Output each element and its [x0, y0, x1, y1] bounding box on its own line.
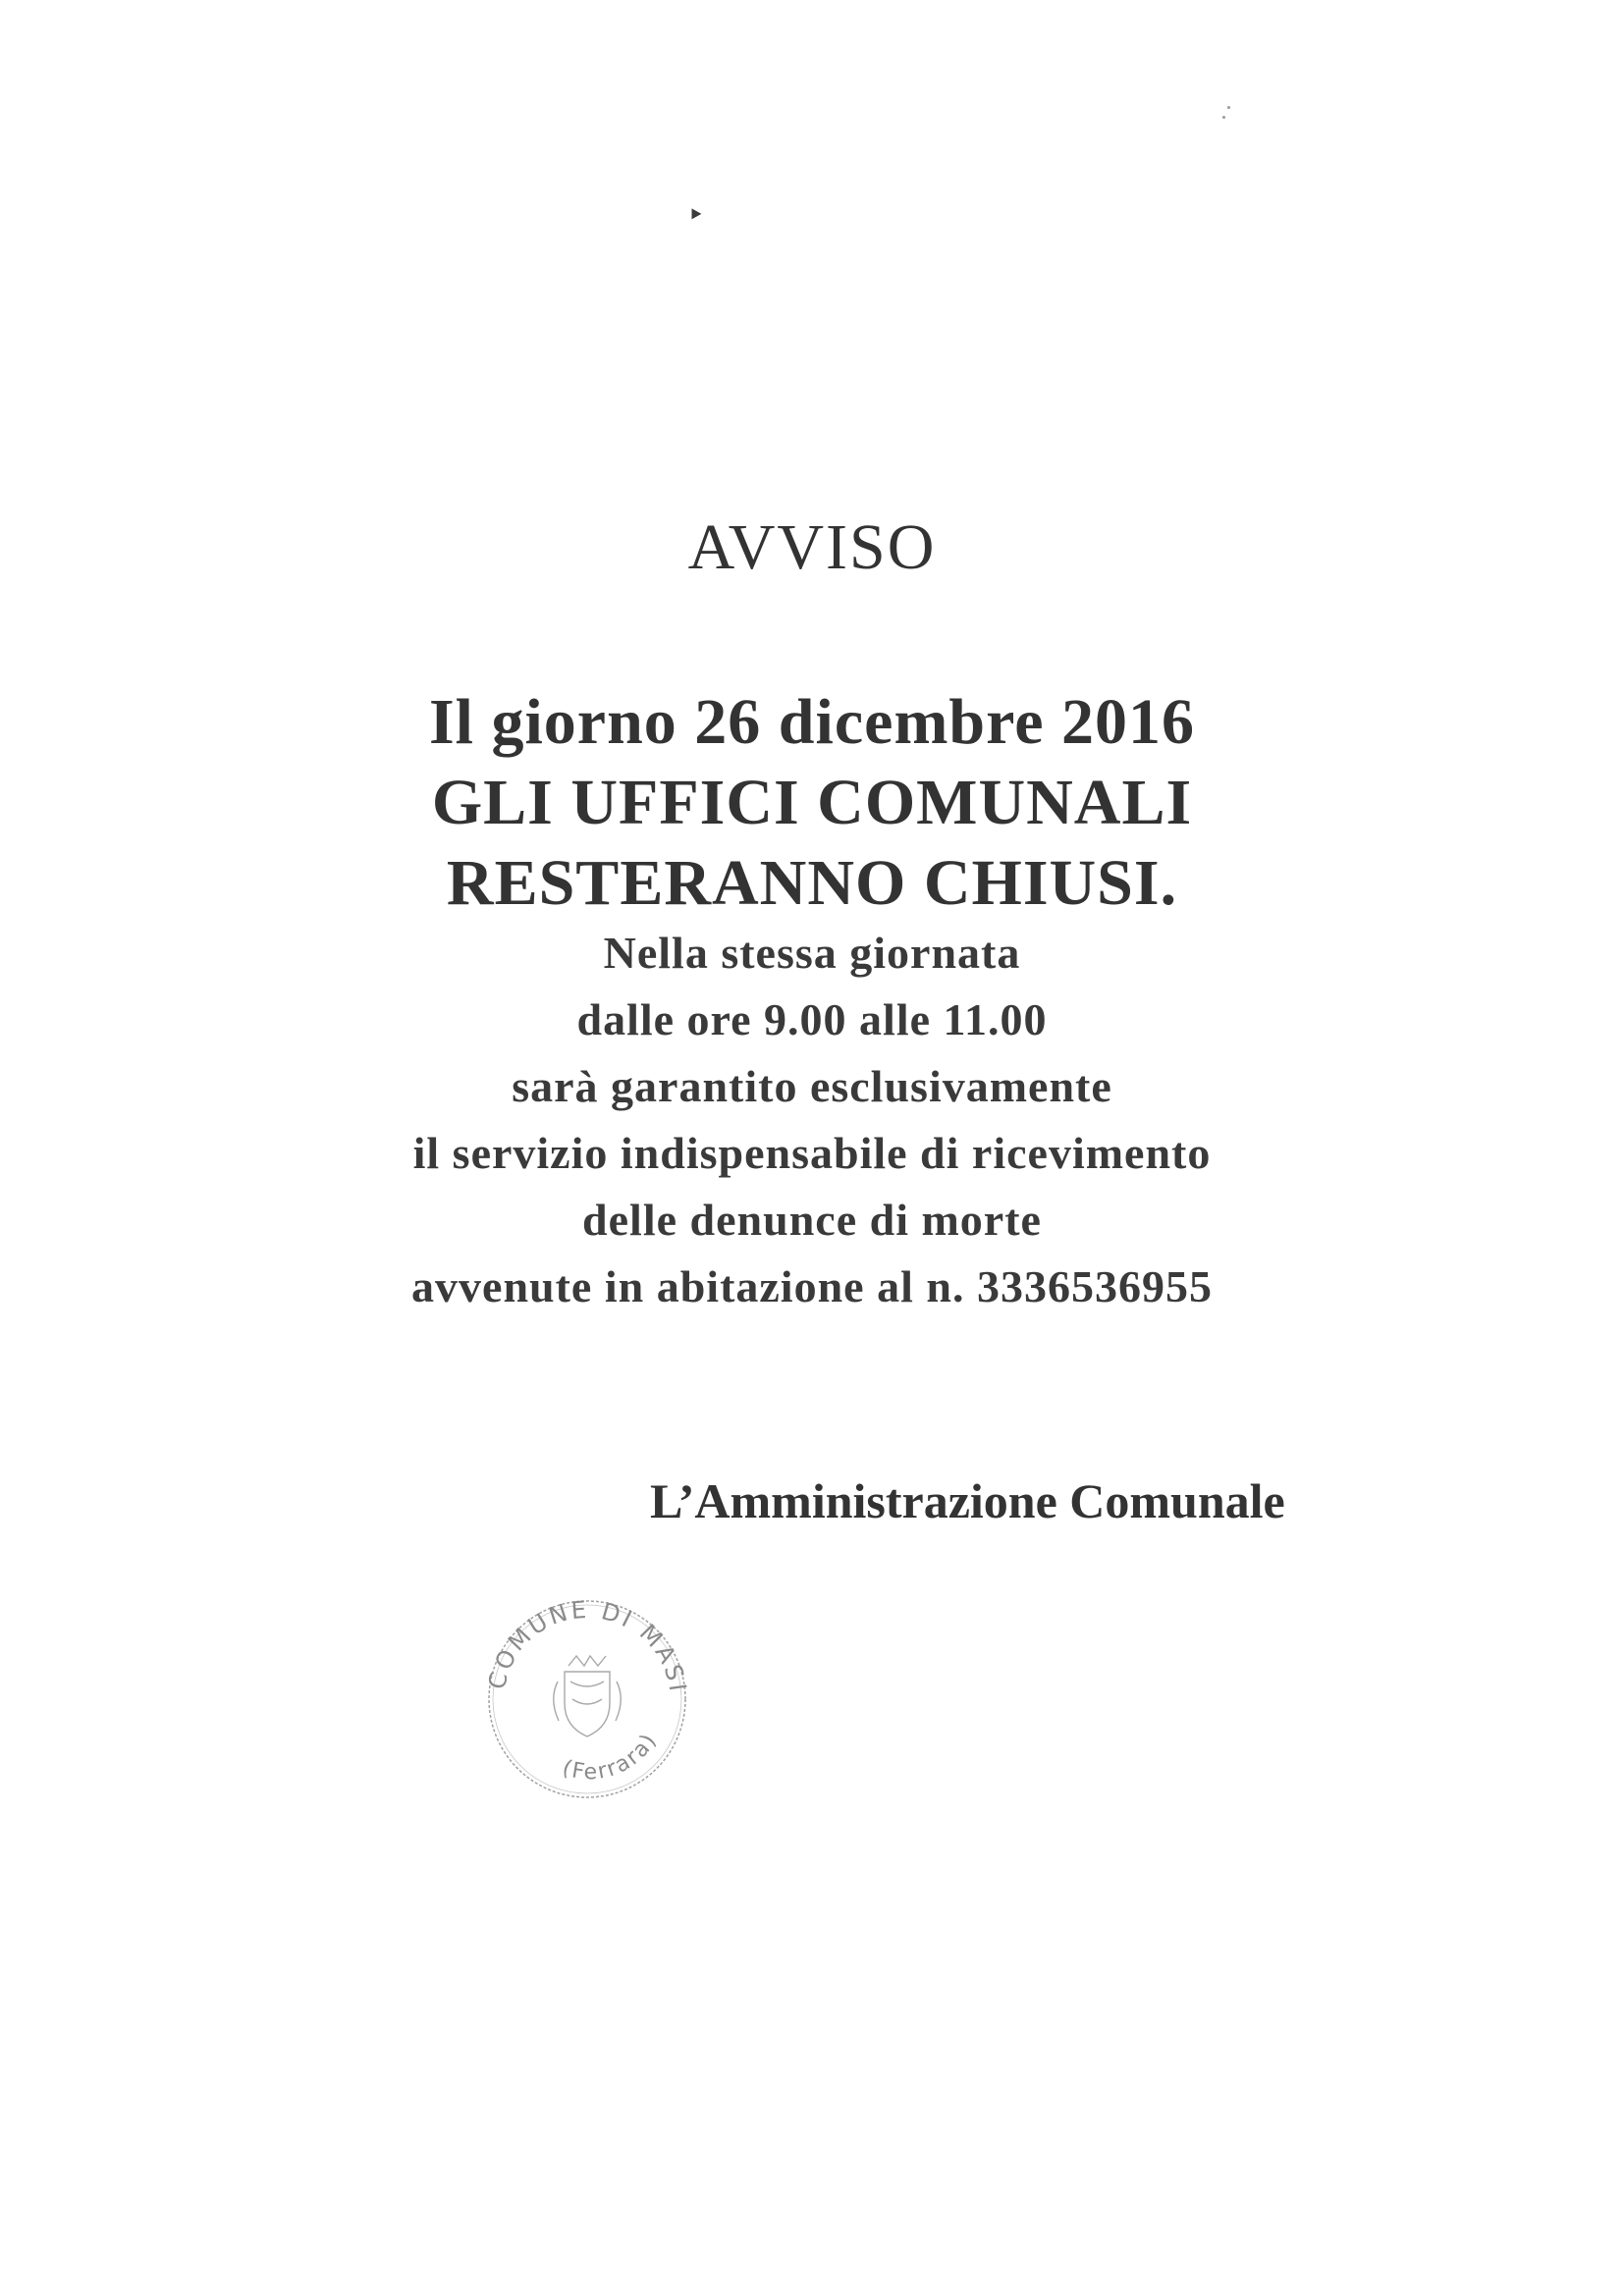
scan-mark: ‣: [687, 199, 705, 232]
body-line: Nella stessa giornata: [603, 928, 1021, 978]
signature-line: L’Amministrazione Comunale: [650, 1473, 1285, 1528]
scan-dust: [1227, 106, 1230, 109]
body-line: sarà garantito esclusivamente: [512, 1061, 1112, 1111]
stamp-seal-icon: [474, 1583, 700, 1809]
body-line: dalle ore 9.00 alle 11.00: [576, 994, 1048, 1044]
notice-title: AVVISO: [687, 511, 937, 583]
body-line: il servizio indispensabile di ricevimento: [412, 1128, 1212, 1178]
svg-text:COMUNE DI MASI: COMUNE DI MASI: [482, 1595, 692, 1696]
body-phone-line: avvenute in abitazione al n. 3336536955: [411, 1261, 1213, 1311]
svg-text:(Ferrara): (Ferrara): [559, 1728, 663, 1786]
headline-date: Il giorno 26 dicembre 2016: [428, 686, 1196, 758]
headline-offices: GLI UFFICI COMUNALI: [431, 767, 1193, 838]
headline-closed: RESTERANNO CHIUSI.: [446, 847, 1178, 919]
municipal-stamp: [474, 1583, 700, 1809]
scan-dust: [1222, 116, 1225, 119]
body-line: delle denunce di morte: [582, 1195, 1042, 1245]
